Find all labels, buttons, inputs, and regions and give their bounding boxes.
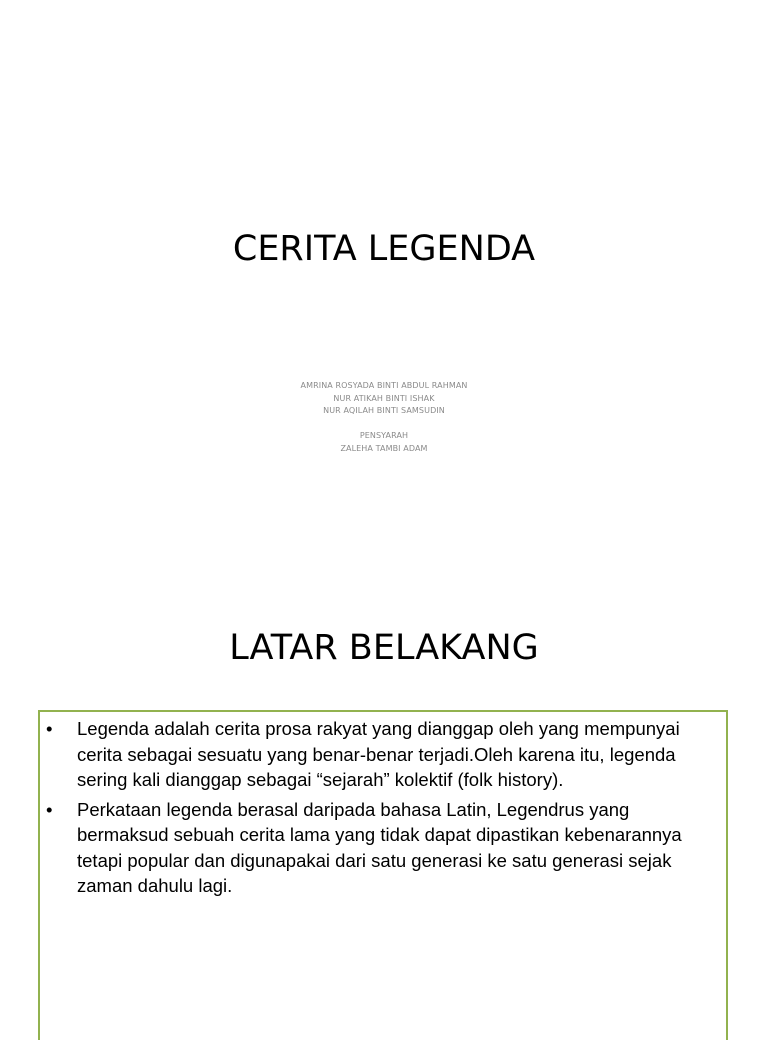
bullet-text: Legenda adalah cerita prosa rakyat yang dianggap oleh yang mempunyai cerita sebagai sesuatu yang benar-benar terjadi.Oleh karena itu, legenda sering kali dianggap sebagai “sejarah” kolektif (folk history).: [77, 718, 680, 790]
bullet-icon: •: [46, 718, 53, 739]
content-box: [38, 710, 728, 1040]
bullet-list: [44, 716, 718, 903]
bullet-item: [44, 716, 718, 793]
author-spacer: [0, 418, 768, 431]
author-list: [0, 380, 768, 455]
lecturer-heading: PENSYARAH: [359, 431, 409, 440]
author-line: NUR AQILAH BINTI SAMSUDIN: [323, 406, 445, 415]
bullet-item: [44, 797, 718, 899]
author-line: NUR ATIKAH BINTI ISHAK: [333, 393, 435, 403]
bullet-text: Perkataan legenda berasal daripada bahasa Latin, Legendrus yang bermaksud sebuah cerita lama yang tidak dapat dipastikan kebenarannya tetapi popular dan digunapakai dari satu generasi ke satu generasi sejak zaman dahulu lagi.: [77, 798, 682, 896]
slide-title-cerita-legenda: CERITA LEGENDA: [232, 229, 536, 269]
slide-title-latar-belakang: LATAR BELAKANG: [229, 628, 539, 668]
bullet-icon: •: [46, 798, 53, 820]
author-line: AMRINA ROSYADA BINTI ABDUL RAHMAN: [300, 381, 468, 390]
lecturer-name: ZALEHA TAMBI ADAM: [340, 443, 428, 453]
